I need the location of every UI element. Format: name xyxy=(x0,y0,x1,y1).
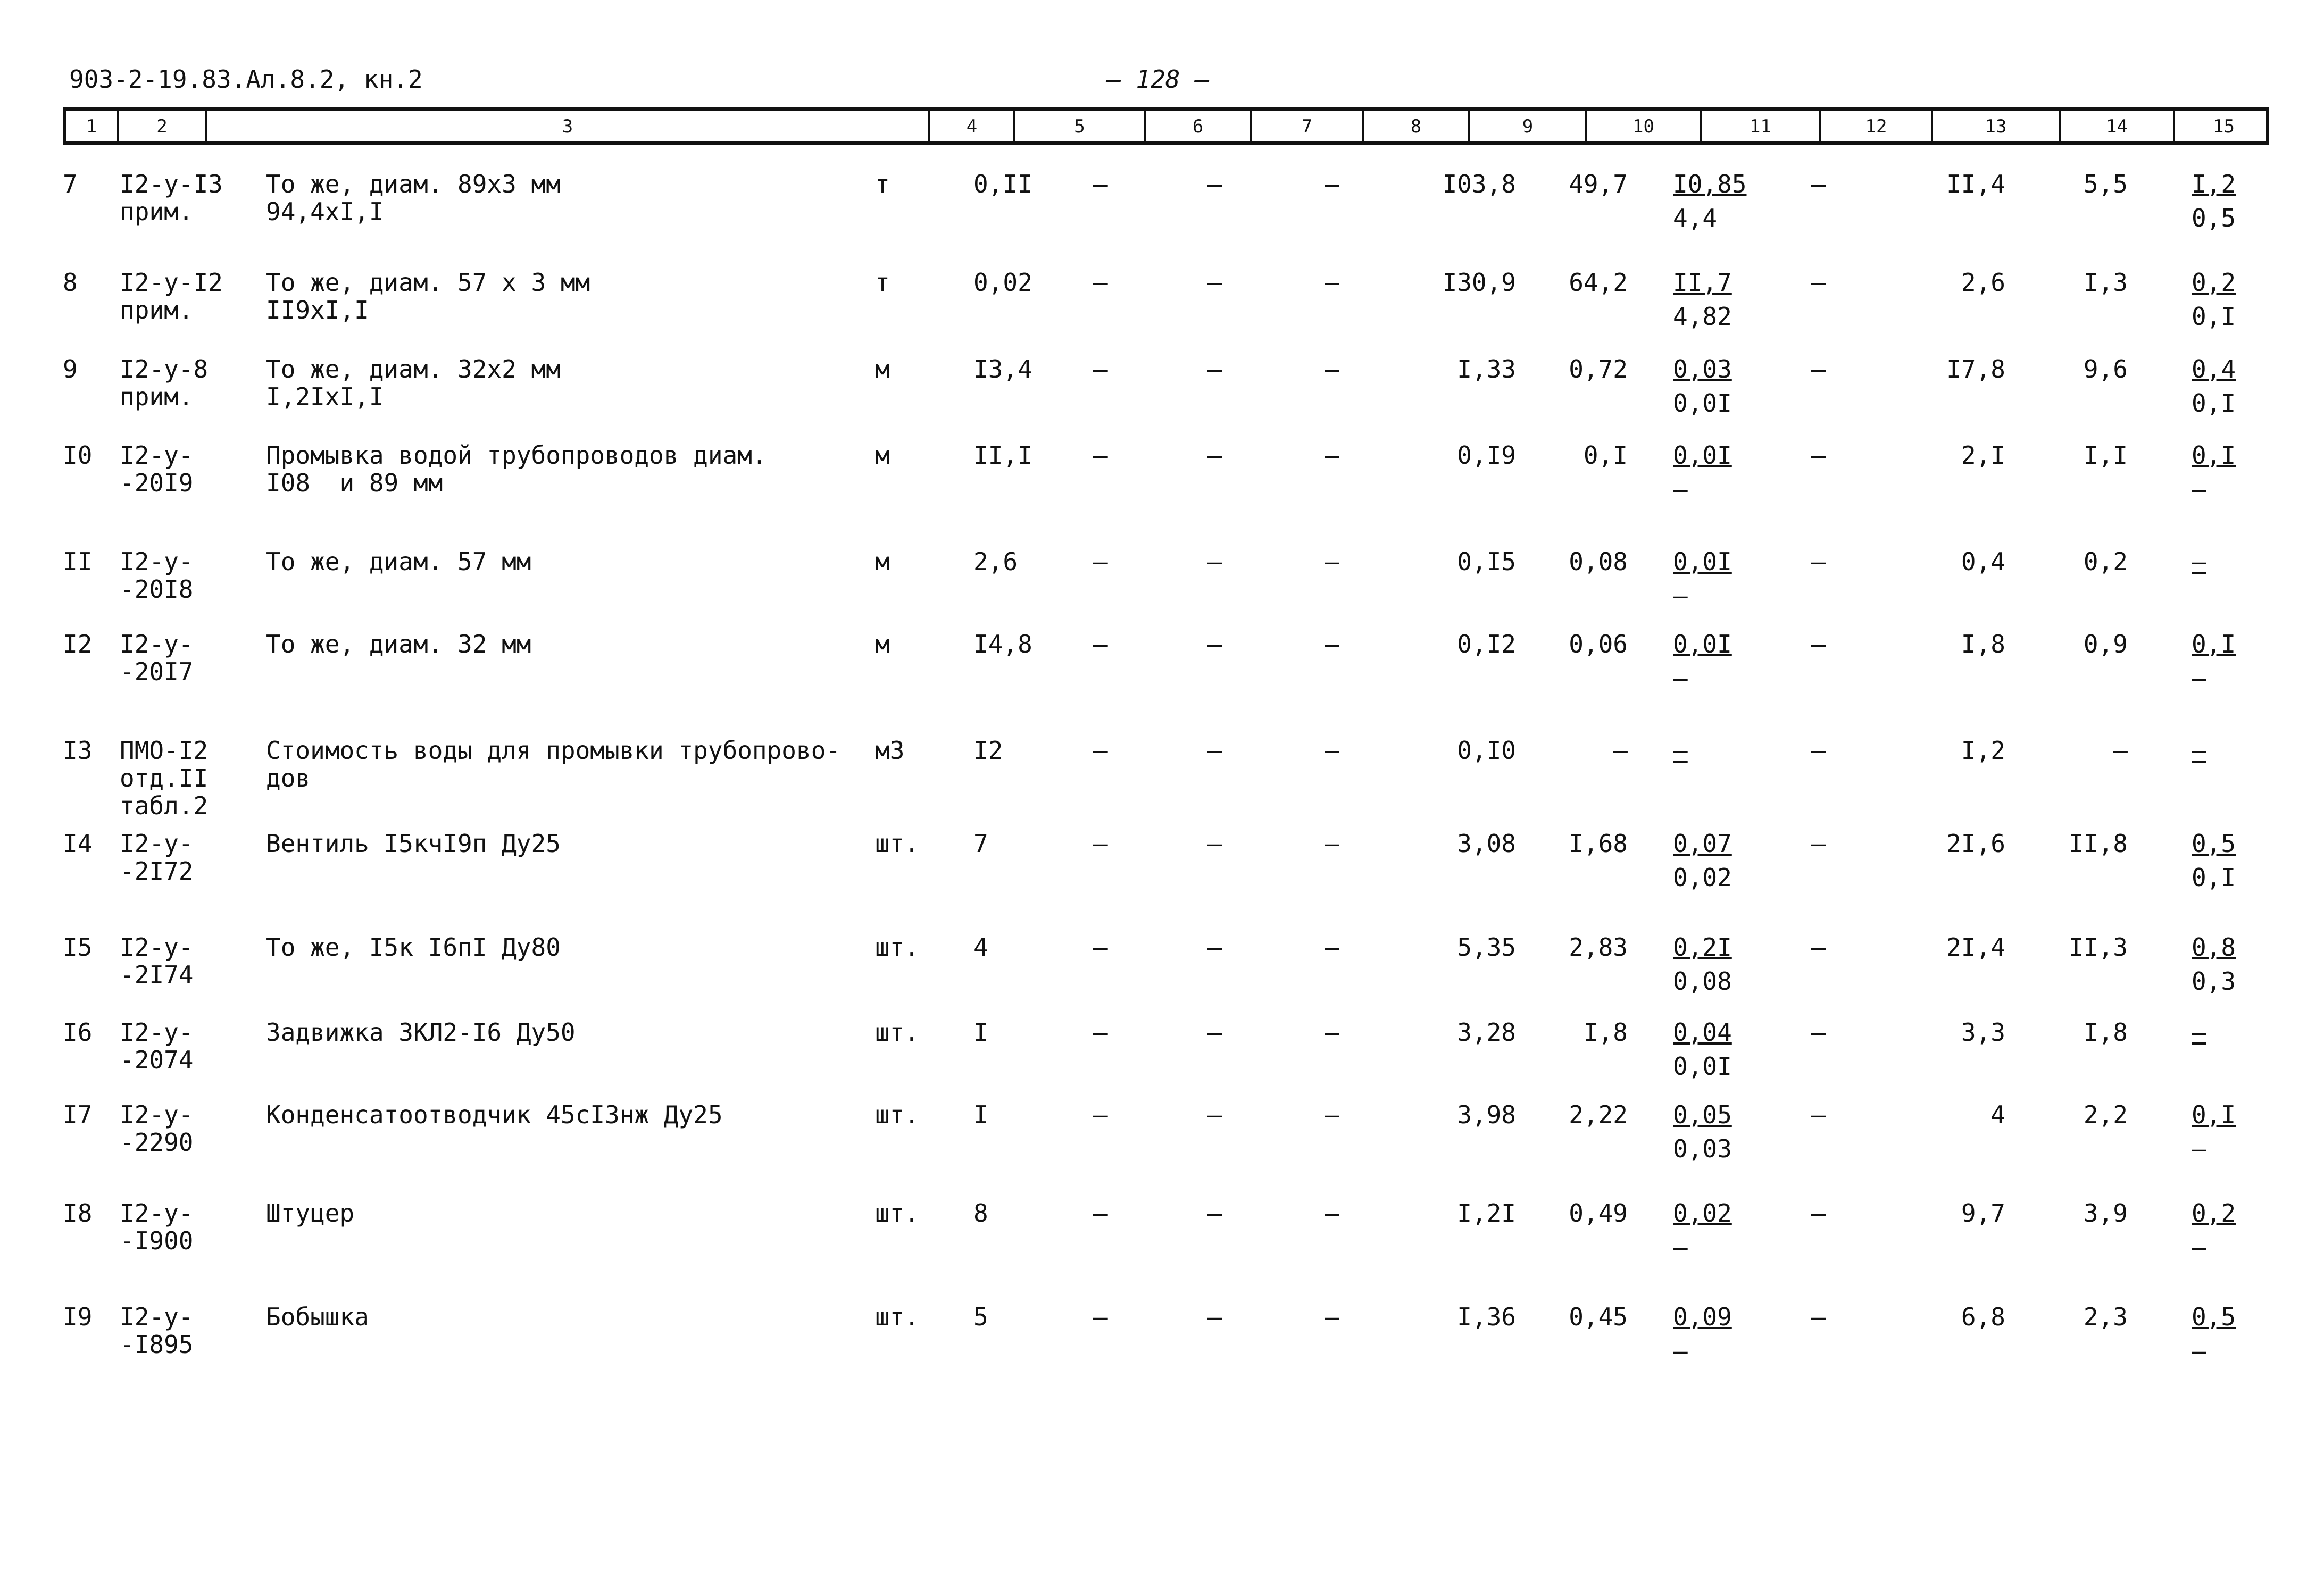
col-6-value: – xyxy=(1093,736,1108,765)
col-8-value: – xyxy=(1325,933,1339,962)
col-13-value: 2I,4 xyxy=(1946,933,2005,962)
quantity: 2,6 xyxy=(973,547,1018,576)
price-code: I2-у- -I900 xyxy=(120,1199,194,1255)
col-12-value: – xyxy=(1811,268,1826,297)
col-6-value: – xyxy=(1093,1199,1108,1227)
row-number: I2 xyxy=(63,630,93,658)
col-13-value: 6,8 xyxy=(1961,1302,2005,1331)
col-9-value: 0,I9 xyxy=(1457,441,1516,470)
work-description: Задвижка 3КЛ2-I6 Ду50 xyxy=(266,1018,576,1047)
col-10-value: – xyxy=(1613,736,1628,765)
col-11-subvalue: 0,03 xyxy=(1673,1134,1732,1163)
column-header: 12 xyxy=(1821,111,1933,141)
col-15-value: – xyxy=(2192,736,2206,765)
column-header: 11 xyxy=(1702,111,1821,141)
col-10-value: 0,72 xyxy=(1569,355,1628,383)
col-15-value: 0,I xyxy=(2192,1100,2236,1129)
quantity: II,I xyxy=(973,441,1032,470)
col-14-value: 2,2 xyxy=(2083,1100,2128,1129)
col-9-value: 3,98 xyxy=(1457,1100,1516,1129)
col-13-value: 9,7 xyxy=(1961,1199,2005,1227)
col-11-subvalue: – xyxy=(1673,475,1688,504)
col-8-value: – xyxy=(1325,1302,1339,1331)
row-number: 8 xyxy=(63,268,78,297)
column-header: 6 xyxy=(1146,111,1252,141)
col-10-value: 0,49 xyxy=(1569,1199,1628,1227)
col-6-value: – xyxy=(1093,1018,1108,1047)
col-11-subvalue: – xyxy=(1673,1337,1688,1365)
col-15-value: I,2 xyxy=(2192,170,2236,198)
unit: т xyxy=(875,170,890,198)
col-12-value: – xyxy=(1811,933,1826,962)
row-number: I4 xyxy=(63,829,93,858)
col-10-value: 0,06 xyxy=(1569,630,1628,658)
row-number: I3 xyxy=(63,736,93,765)
column-header: 13 xyxy=(1933,111,2061,141)
col-11-value: 0,05 xyxy=(1673,1100,1732,1129)
col-11-value: 0,03 xyxy=(1673,355,1732,383)
col-6-value: – xyxy=(1093,441,1108,470)
work-description: То же, диам. 89х3 мм 94,4хI,I xyxy=(266,170,561,226)
unit: м xyxy=(875,441,890,470)
col-12-value: – xyxy=(1811,355,1826,383)
quantity: 0,II xyxy=(973,170,1032,198)
col-15-value: 0,4 xyxy=(2192,355,2236,383)
col-15-value: 0,I xyxy=(2192,441,2236,470)
column-header: 1 xyxy=(66,111,119,141)
col-7-value: – xyxy=(1207,547,1222,576)
price-code: I2-у-I2 прим. xyxy=(120,268,223,324)
document-code: 903-2-19.83.Ал.8.2, кн.2 xyxy=(69,65,423,94)
col-9-value: 3,08 xyxy=(1457,829,1516,858)
unit: шт. xyxy=(875,1302,920,1331)
column-header: 9 xyxy=(1470,111,1587,141)
work-description: То же, диам. 57 х 3 мм II9хI,I xyxy=(266,268,590,324)
price-code: I2-у- -20I7 xyxy=(120,630,194,686)
col-7-value: – xyxy=(1207,1100,1222,1129)
col-15-subvalue: – xyxy=(2192,1233,2206,1262)
col-9-value: 5,35 xyxy=(1457,933,1516,962)
col-6-value: – xyxy=(1093,1100,1108,1129)
col-8-value: – xyxy=(1325,1018,1339,1047)
col-9-value: I30,9 xyxy=(1442,268,1516,297)
col-14-value: 2,3 xyxy=(2083,1302,2128,1331)
quantity: 4 xyxy=(973,933,988,962)
col-14-value: I,3 xyxy=(2083,268,2128,297)
row-number: I6 xyxy=(63,1018,93,1047)
col-8-value: – xyxy=(1325,268,1339,297)
col-9-value: 0,I0 xyxy=(1457,736,1516,765)
col-7-value: – xyxy=(1207,170,1222,198)
col-11-value: 0,02 xyxy=(1673,1199,1732,1227)
col-8-value: – xyxy=(1325,829,1339,858)
col-13-value: 2,I xyxy=(1961,441,2005,470)
price-code: I2-у- -20I9 xyxy=(120,441,194,497)
col-7-value: – xyxy=(1207,355,1222,383)
price-code: I2-у- -2I72 xyxy=(120,829,194,886)
price-code: I2-у- -20I8 xyxy=(120,547,194,604)
col-7-value: – xyxy=(1207,829,1222,858)
col-15-subvalue: – xyxy=(2192,475,2206,504)
unit: шт. xyxy=(875,1100,920,1129)
col-15-value: 0,8 xyxy=(2192,933,2236,962)
row-number: I0 xyxy=(63,441,93,470)
unit: м xyxy=(875,547,890,576)
col-11-subvalue: – xyxy=(1673,1233,1688,1262)
col-15-value: – xyxy=(2192,547,2206,576)
col-15-value: – xyxy=(2192,1018,2206,1047)
col-6-value: – xyxy=(1093,630,1108,658)
col-15-subvalue: 0,3 xyxy=(2192,967,2236,996)
col-6-value: – xyxy=(1093,355,1108,383)
col-6-value: – xyxy=(1093,170,1108,198)
col-11-subvalue: 0,0I xyxy=(1673,389,1732,417)
col-8-value: – xyxy=(1325,355,1339,383)
col-11-value: II,7 xyxy=(1673,268,1732,297)
col-10-value: 0,08 xyxy=(1569,547,1628,576)
col-13-value: 2I,6 xyxy=(1946,829,2005,858)
unit: шт. xyxy=(875,829,920,858)
column-header: 14 xyxy=(2061,111,2175,141)
col-12-value: – xyxy=(1811,547,1826,576)
row-number: II xyxy=(63,547,93,576)
quantity: I4,8 xyxy=(973,630,1032,658)
col-6-value: – xyxy=(1093,268,1108,297)
col-10-value: 0,I xyxy=(1583,441,1628,470)
column-header: 8 xyxy=(1364,111,1470,141)
work-description: То же, диам. 57 мм xyxy=(266,547,531,576)
col-13-value: 0,4 xyxy=(1961,547,2005,576)
col-13-value: 4 xyxy=(1990,1100,2005,1129)
col-11-subvalue: – xyxy=(1673,664,1688,692)
price-code: I2-у- -2290 xyxy=(120,1100,194,1157)
work-description: Конденсатоотводчик 45сI3нж Ду25 xyxy=(266,1100,723,1129)
col-6-value: – xyxy=(1093,547,1108,576)
col-11-subvalue: 4,4 xyxy=(1673,204,1718,232)
price-code: I2-у- -I895 xyxy=(120,1302,194,1359)
col-12-value: – xyxy=(1811,736,1826,765)
col-12-value: – xyxy=(1811,1199,1826,1227)
work-description: То же, диам. 32х2 мм I,2IхI,I xyxy=(266,355,561,411)
col-8-value: – xyxy=(1325,1100,1339,1129)
col-11-subvalue: 0,0I xyxy=(1673,1052,1732,1081)
column-header: 4 xyxy=(930,111,1015,141)
work-description: Промывка водой трубопроводов диам. I08 и 89 мм xyxy=(266,441,767,497)
work-description: Штуцер xyxy=(266,1199,355,1227)
unit: т xyxy=(875,268,890,297)
column-header: 3 xyxy=(207,111,930,141)
column-header: 7 xyxy=(1252,111,1364,141)
col-14-value: II,8 xyxy=(2069,829,2128,858)
col-11-value: 0,04 xyxy=(1673,1018,1732,1047)
col-7-value: – xyxy=(1207,1018,1222,1047)
col-15-subvalue: – xyxy=(2192,664,2206,692)
col-11-value: 0,0I xyxy=(1673,441,1732,470)
col-15-value: 0,5 xyxy=(2192,1302,2236,1331)
col-14-value: II,3 xyxy=(2069,933,2128,962)
col-8-value: – xyxy=(1325,547,1339,576)
col-15-subvalue: – xyxy=(2192,1337,2206,1365)
col-6-value: – xyxy=(1093,1302,1108,1331)
col-11-subvalue: 4,82 xyxy=(1673,302,1732,331)
col-6-value: – xyxy=(1093,829,1108,858)
col-15-subvalue: 0,I xyxy=(2192,389,2236,417)
column-header: 2 xyxy=(119,111,207,141)
column-header: 10 xyxy=(1587,111,1702,141)
work-description: Вентиль I5кчI9п Ду25 xyxy=(266,829,561,858)
col-8-value: – xyxy=(1325,170,1339,198)
row-number: I7 xyxy=(63,1100,93,1129)
price-code: I2-у- -2074 xyxy=(120,1018,194,1074)
col-8-value: – xyxy=(1325,736,1339,765)
quantity: I xyxy=(973,1100,988,1129)
col-15-subvalue: 0,I xyxy=(2192,863,2236,892)
col-14-value: I,8 xyxy=(2083,1018,2128,1047)
col-8-value: – xyxy=(1325,441,1339,470)
work-description: То же, I5к I6пI Ду80 xyxy=(266,933,561,962)
col-12-value: – xyxy=(1811,1100,1826,1129)
quantity: I xyxy=(973,1018,988,1047)
col-13-value: I,2 xyxy=(1961,736,2005,765)
col-12-value: – xyxy=(1811,1018,1826,1047)
row-number: I8 xyxy=(63,1199,93,1227)
work-description: Бобышка xyxy=(266,1302,369,1331)
col-10-value: 49,7 xyxy=(1569,170,1628,198)
col-10-value: 64,2 xyxy=(1569,268,1628,297)
col-10-value: 0,45 xyxy=(1569,1302,1628,1331)
col-14-value: I,I xyxy=(2083,441,2128,470)
col-7-value: – xyxy=(1207,1302,1222,1331)
col-14-value: – xyxy=(2113,736,2128,765)
price-code: I2-у-I3 прим. xyxy=(120,170,223,226)
unit: м3 xyxy=(875,736,905,765)
work-description: То же, диам. 32 мм xyxy=(266,630,531,658)
col-11-value: I0,85 xyxy=(1673,170,1747,198)
col-12-value: – xyxy=(1811,441,1826,470)
price-code: I2-у- -2I74 xyxy=(120,933,194,989)
price-code: I2-у-8 прим. xyxy=(120,355,209,411)
col-9-value: I,2I xyxy=(1457,1199,1516,1227)
col-8-value: – xyxy=(1325,630,1339,658)
col-9-value: I,36 xyxy=(1457,1302,1516,1331)
page-number: — 128 — xyxy=(1106,65,1210,94)
col-13-value: I7,8 xyxy=(1946,355,2005,383)
col-9-value: I03,8 xyxy=(1442,170,1516,198)
col-15-subvalue: 0,5 xyxy=(2192,204,2236,232)
col-11-value: 0,2I xyxy=(1673,933,1732,962)
quantity: 7 xyxy=(973,829,988,858)
col-10-value: I,8 xyxy=(1583,1018,1628,1047)
col-7-value: – xyxy=(1207,1199,1222,1227)
col-9-value: 3,28 xyxy=(1457,1018,1516,1047)
col-14-value: 0,9 xyxy=(2083,630,2128,658)
col-11-value: 0,0I xyxy=(1673,630,1732,658)
col-15-value: 0,2 xyxy=(2192,268,2236,297)
col-12-value: – xyxy=(1811,630,1826,658)
col-9-value: I,33 xyxy=(1457,355,1516,383)
col-6-value: – xyxy=(1093,933,1108,962)
col-11-subvalue: 0,08 xyxy=(1673,967,1732,996)
col-11-value: 0,07 xyxy=(1673,829,1732,858)
col-15-value: 0,2 xyxy=(2192,1199,2236,1227)
col-7-value: – xyxy=(1207,933,1222,962)
unit: шт. xyxy=(875,1018,920,1047)
col-13-value: I,8 xyxy=(1961,630,2005,658)
quantity: 0,02 xyxy=(973,268,1032,297)
col-14-value: 3,9 xyxy=(2083,1199,2128,1227)
col-11-subvalue: 0,02 xyxy=(1673,863,1732,892)
quantity: I3,4 xyxy=(973,355,1032,383)
row-number: 7 xyxy=(63,170,78,198)
col-7-value: – xyxy=(1207,268,1222,297)
unit: м xyxy=(875,355,890,383)
unit: шт. xyxy=(875,1199,920,1227)
column-header-row xyxy=(63,107,2269,145)
column-header: 15 xyxy=(2213,116,2235,137)
col-11-value: 0,09 xyxy=(1673,1302,1732,1331)
price-code: ПМО-I2 отд.II табл.2 xyxy=(120,736,209,820)
col-10-value: 2,83 xyxy=(1569,933,1628,962)
col-10-value: 2,22 xyxy=(1569,1100,1628,1129)
col-11-value: – xyxy=(1673,736,1688,765)
col-10-value: I,68 xyxy=(1569,829,1628,858)
quantity: I2 xyxy=(973,736,1003,765)
col-13-value: II,4 xyxy=(1946,170,2005,198)
col-12-value: – xyxy=(1811,1302,1826,1331)
col-13-value: 2,6 xyxy=(1961,268,2005,297)
col-14-value: 0,2 xyxy=(2083,547,2128,576)
quantity: 8 xyxy=(973,1199,988,1227)
col-8-value: – xyxy=(1325,1199,1339,1227)
col-15-value: 0,5 xyxy=(2192,829,2236,858)
col-14-value: 5,5 xyxy=(2083,170,2128,198)
work-description: Стоимость воды для промывки трубопрово- дов xyxy=(266,736,841,792)
quantity: 5 xyxy=(973,1302,988,1331)
col-13-value: 3,3 xyxy=(1961,1018,2005,1047)
col-7-value: – xyxy=(1207,630,1222,658)
col-15-subvalue: 0,I xyxy=(2192,302,2236,331)
col-7-value: – xyxy=(1207,441,1222,470)
col-9-value: 0,I2 xyxy=(1457,630,1516,658)
row-number: 9 xyxy=(63,355,78,383)
col-11-subvalue: – xyxy=(1673,581,1688,610)
unit: шт. xyxy=(875,933,920,962)
col-15-subvalue: – xyxy=(2192,1134,2206,1163)
col-14-value: 9,6 xyxy=(2083,355,2128,383)
unit: м xyxy=(875,630,890,658)
row-number: I9 xyxy=(63,1302,93,1331)
col-12-value: – xyxy=(1811,170,1826,198)
col-15-value: 0,I xyxy=(2192,630,2236,658)
col-7-value: – xyxy=(1207,736,1222,765)
col-11-value: 0,0I xyxy=(1673,547,1732,576)
row-number: I5 xyxy=(63,933,93,962)
column-header: 5 xyxy=(1015,111,1146,141)
col-12-value: – xyxy=(1811,829,1826,858)
col-9-value: 0,I5 xyxy=(1457,547,1516,576)
